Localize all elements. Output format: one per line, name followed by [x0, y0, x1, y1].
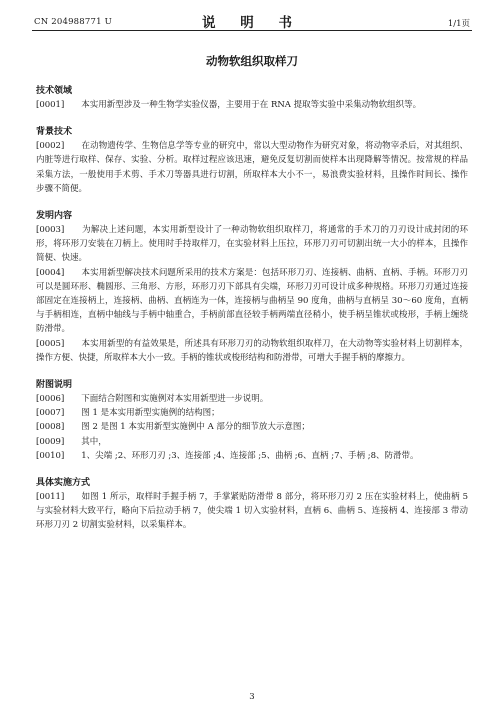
paragraph-0006: [0006] 下面结合附图和实施例对本实用新型进一步说明。 [36, 394, 269, 405]
section-summary [36, 209, 468, 365]
paragraph-0002: [0002] 在动物遗传学、生物信息学等专业的研究中，常以大型动物作为研究对象，将动物宰杀后，对其组织、内脏等进行取样、保存、实验、分析。取样过程应该迅速，避免反复切割而使样本出现降解等情况。按常规的样品采集方法，一般使用手术剪、手术刀等器具进行切割，所取样本大小不一，易浪费实验材料，且操作时间长、操作步骤不简便。 [36, 141, 468, 194]
paragraph-0003: [0003] 为解决上述问题，本实用新型设计了一种动物软组织取样刀，将通常的手术刀的刀刃设计成封闭的环形，将环形刀安装在刀柄上。使用时手持取样刀，在实验材料上压拉，环形刀刃可切割出统一大小的样本，且操作简便、快速。 [36, 225, 468, 264]
section-drawings [36, 378, 468, 463]
section-heading: 具体实施方式 [36, 478, 91, 489]
page-number: 3 [249, 692, 255, 702]
paragraph-0001: [0001] 本实用新型涉及一种生物学实验仪器，主要用于在 RNA 提取等实验中采集动物软组织等。 [36, 100, 422, 110]
page-indicator: 1/1页 [447, 19, 470, 29]
patent-number: CN 204988771 U [34, 17, 112, 27]
paragraph-0008: [0008] 图 2 是图 1 本实用新型实施例中 A 部分的细节放大示意图； [36, 422, 310, 433]
document-type-heading: 说 明 书 [202, 15, 302, 31]
header-divider [32, 30, 472, 31]
document-title: 动物软组织取样刀 [206, 54, 298, 68]
section-technical-field [36, 84, 468, 112]
section-heading: 发明内容 [36, 211, 73, 222]
paragraph-0007: [0007] 图 1 是本实用新型实施例的结构图； [36, 408, 220, 419]
section-embodiment [36, 476, 468, 533]
document-body [36, 84, 468, 533]
paragraph-0010: [0010] 1、尖端 ;2、环形刀刃 ;3、连接部 ;4、连接部 ;5、曲柄 ;6、直柄 ;7、手柄 ;8、防滑带。 [36, 450, 419, 461]
paragraph-0011: [0011] 如图 1 所示，取样时手握手柄 7，手掌紧贴防滑带 8 部分，将环形刀刃 2 压在实验材料上，使曲柄 5 与实验材料大致平行，略向下后拉动手柄 7，使尖端 1 切入实验材料，直柄 6、曲柄 5、连接柄 4、连接部 3 带动环形刀刃 2 切割实验材料，以采集样本。 [36, 492, 468, 531]
section-heading: 技术领域 [36, 86, 73, 96]
paragraph-0009: [0009] 其中， [36, 436, 107, 447]
paragraph-0004: [0004] 本实用新型解决技术问题所采用的技术方案是：包括环形刀刃、连接柄、曲柄、直柄、手柄。环形刀刃可以是圆环形、椭圆形、三角形、方形，环形刀刃下部具有尖端，环形刀刃可设计成多种规格。环形刀刃通过连接部固定在连接柄上，连接柄、曲柄、直柄连为一体，连接柄与曲柄呈 90 度角，曲柄与直柄呈 30～60 度角，直柄与手柄相连，直柄中轴线与手柄中轴重合，手柄前部直径较手柄两端直径稍小，使手柄呈锥状或梭形，手柄上缠绕防滑带。 [36, 267, 468, 335]
section-heading: 附图说明 [36, 380, 73, 391]
paragraph-0005: [0005] 本实用新型的有益效果是，所述具有环形刀刃的动物软组织取样刀，在大动物等实验材料上切割样本，操作方便、快捷，所取样本大小一致。手柄的锥状或梭形结构和防滑带，可增大手握手柄的摩擦力。 [36, 338, 468, 363]
section-heading: 背景技术 [36, 127, 73, 138]
section-background [36, 125, 468, 196]
